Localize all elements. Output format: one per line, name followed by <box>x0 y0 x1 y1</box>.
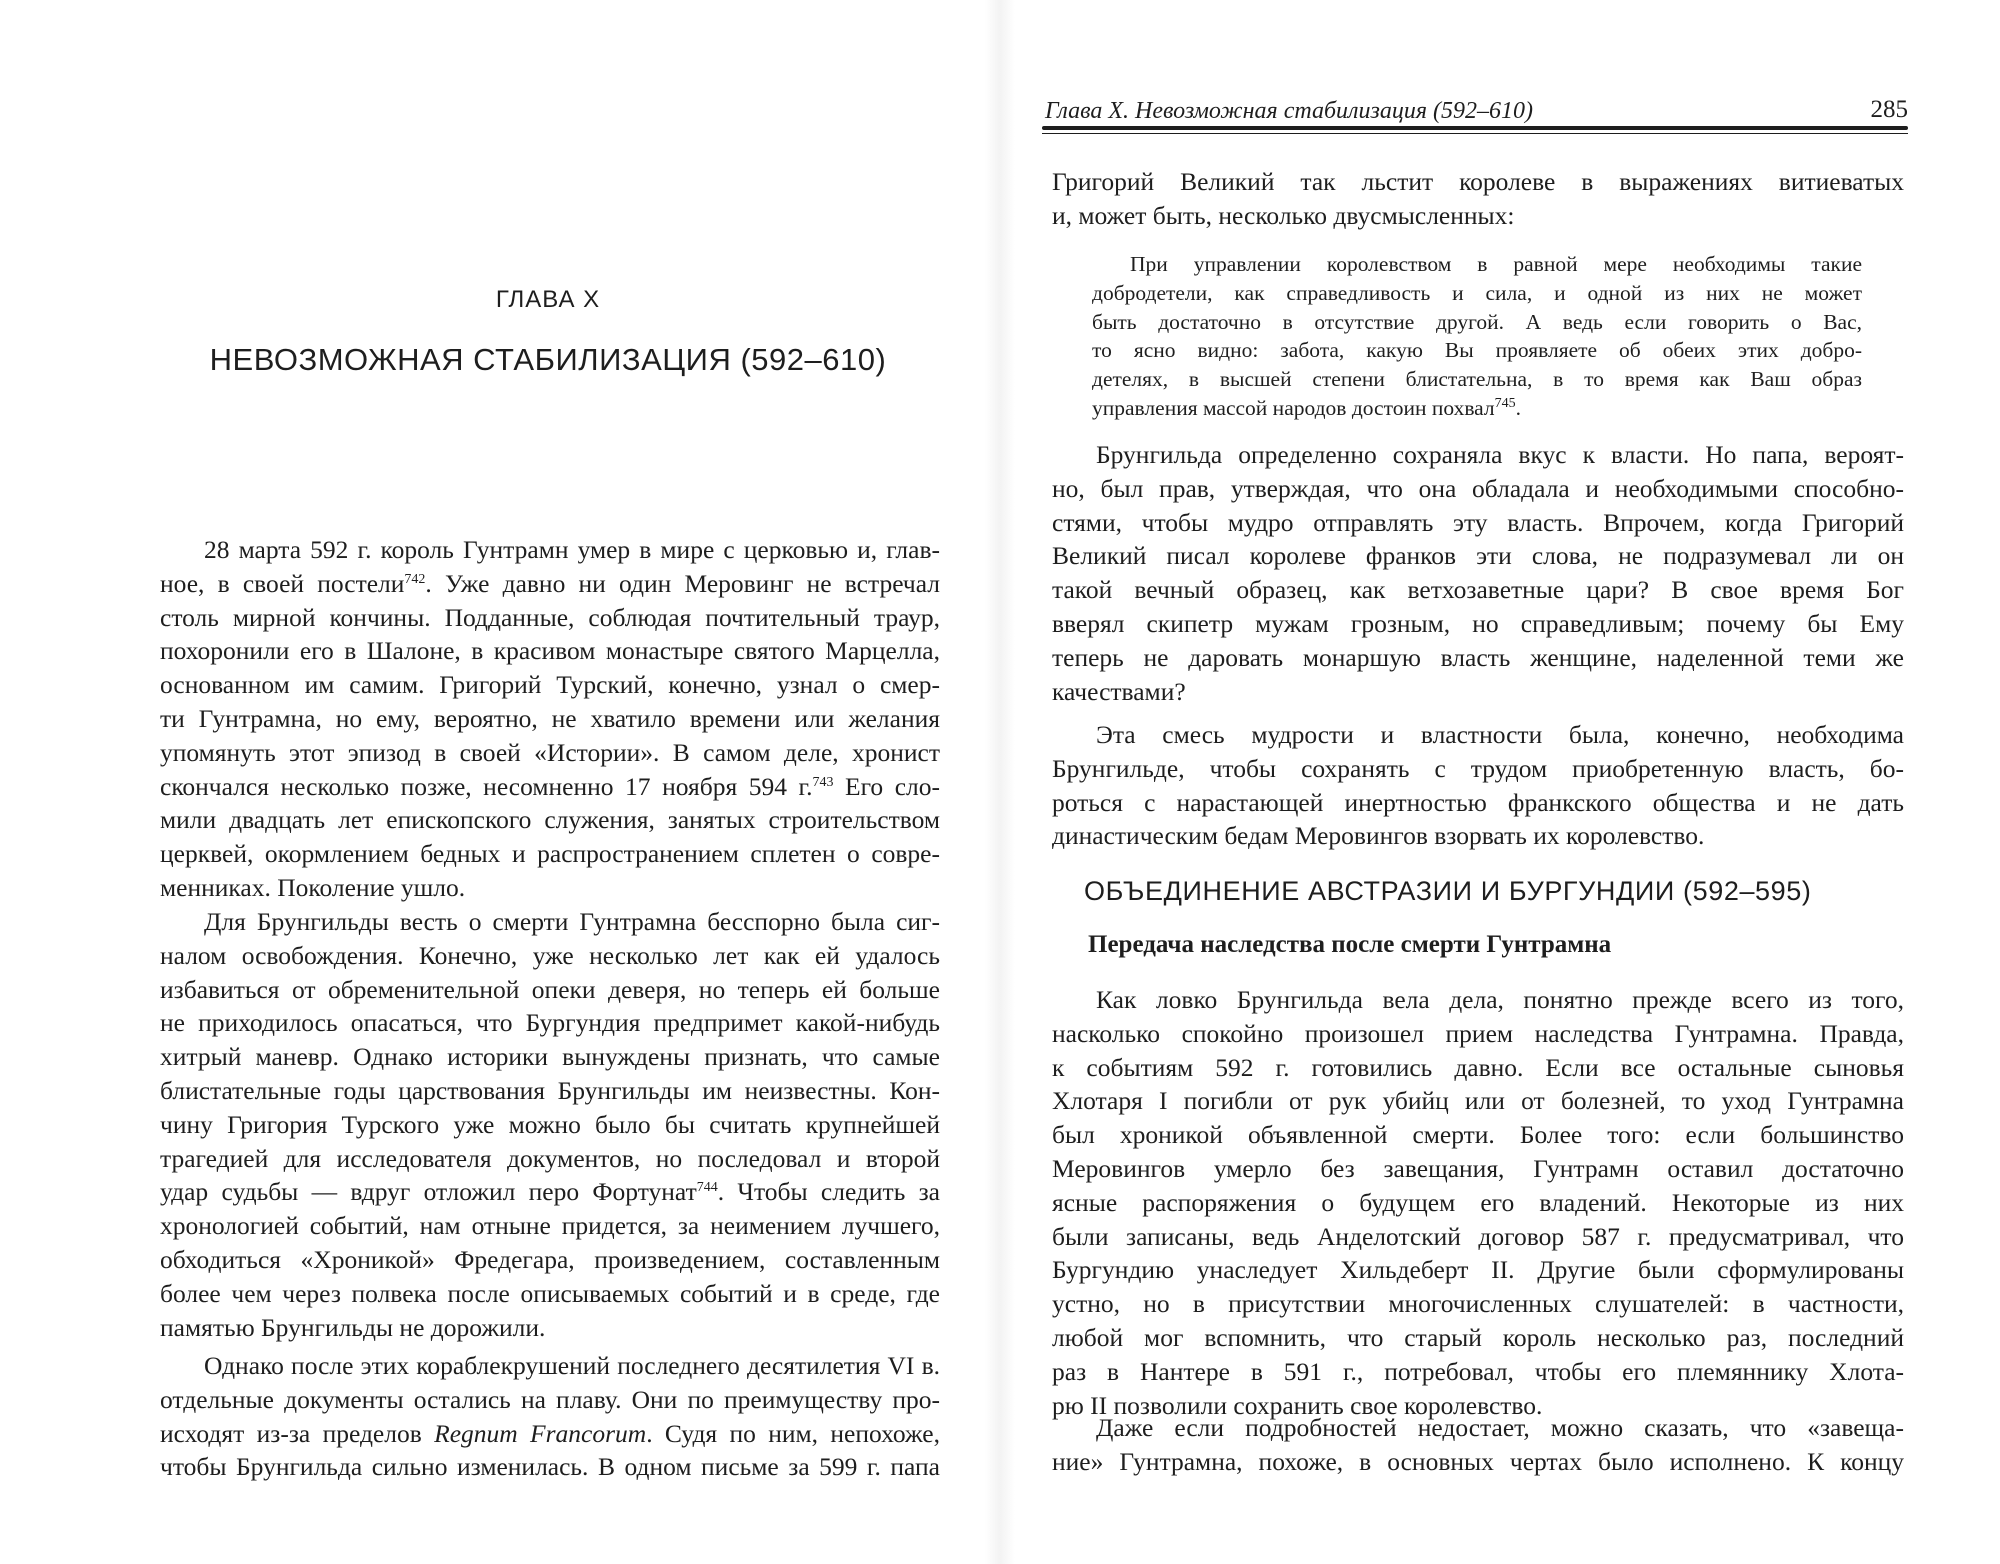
text-line: чтобы Брунгильда сильно изменилась. В одном письме за 599 г. папа <box>160 1452 940 1482</box>
text-line: отдельные документы остались на плаву. Они по преимуществу про- <box>160 1384 940 1414</box>
text-line: то ясно видно: забота, какую Вы проявляете об обеих этих добро- <box>1092 338 1862 363</box>
italic-term: Regnum Francorum <box>434 1418 647 1448</box>
text-line: вверял скипетр мужам грозным, но справедливым; почему бы Ему <box>1052 608 1904 638</box>
text-run: . <box>1515 395 1522 420</box>
text-line: Эта смесь мудрости и властности была, конечно, необходима <box>1096 720 1904 749</box>
text-line: Однако после этих кораблекрушений последнего десятилетия VI в. <box>204 1351 940 1380</box>
text-line: рю II позволили сохранить свое королевство. <box>1052 1390 1543 1420</box>
text-line <box>160 1417 940 1451</box>
text-run: . Чтобы следить за <box>717 1177 940 1207</box>
text-line: Хлотаря I погибли от рук убийц или от болезней, то уход Гунтрамна <box>1052 1086 1904 1116</box>
text-line: Григорий Великий так льстит королеве в выражениях витиеватых <box>1052 167 1904 196</box>
header-rule <box>1042 126 1908 130</box>
text-run: управления массой народов достоин похвал <box>1092 395 1495 420</box>
footnote-ref: 745 <box>1494 395 1516 411</box>
text-line: церквей, окормлением бедных и распространением сплетен о совре- <box>160 839 940 869</box>
right-page <box>1000 0 2000 1564</box>
text-line: был хроникой объявленной смерти. Более того: если большинство <box>1052 1120 1904 1150</box>
text-line: основанном им самим. Григорий Турский, конечно, узнал о смер- <box>160 670 940 700</box>
footnote-ref: 743 <box>812 774 834 790</box>
paragraph <box>1052 438 1904 708</box>
header-rule-thin <box>1042 133 1908 134</box>
text-line: налом освобождения. Конечно, уже несколько лет как ей удалось <box>160 940 940 970</box>
paragraph <box>1052 718 1904 853</box>
text-line: ти Гунтрамна, но ему, вероятно, не хватило времени или желания <box>160 703 940 733</box>
text-run: . Судя по ним, непохоже, <box>646 1418 941 1448</box>
paragraph <box>1052 1411 1904 1479</box>
text-run: удар судьбы — вдруг отложил перо Фортунат <box>160 1177 697 1207</box>
text-line: раз в Нантере в 591 г., потребовал, чтобы его племяннику Хлота- <box>1052 1356 1904 1386</box>
text-line: династическим бедам Меровингов взорвать их королевство. <box>1052 821 1705 851</box>
text-line: Даже если подробностей недостает, можно сказать, что «завеща- <box>1096 1413 1904 1442</box>
text-run: ное, в своей постели <box>160 568 405 598</box>
text-line: Как ловко Брунгильда вела дела, понятно прежде всего из того, <box>1096 985 1904 1014</box>
text-line: обходиться «Хроникой» Фредегара, произведением, составленным <box>160 1244 940 1274</box>
text-line: роться с нарастающей инертностью франкского общества и не дать <box>1052 787 1904 817</box>
paragraph <box>1052 983 1904 1422</box>
paragraph <box>1052 165 1904 233</box>
chapter-label: ГЛАВА X <box>495 286 601 313</box>
text-line: любой мог вспомнить, что старый король несколько раз, последний <box>1052 1322 1904 1352</box>
paragraph <box>160 905 940 1344</box>
text-line: чину Григория Турского уже можно было бы считать крупнейшей <box>160 1109 940 1139</box>
text-run: Его сло- <box>833 771 941 801</box>
text-line: хитрый маневр. Однако историки вынуждены признать, что самые <box>160 1042 940 1072</box>
text-line <box>1092 394 1862 423</box>
text-line: не приходилось опасаться, что Бургундия предпримет какой-нибудь <box>160 1008 940 1038</box>
running-head: Глава X. Невозможная стабилизация (592–610) <box>1045 98 1534 124</box>
chapter-title: НЕВОЗМОЖНАЯ СТАБИЛИЗАЦИЯ (592–610) <box>209 342 887 377</box>
text-line: трагедией для исследователя документов, но последовал и второй <box>160 1143 940 1173</box>
text-line: быть достаточно в отсутствие другой. А ведь если говорить о Вас, <box>1092 309 1862 334</box>
paragraph <box>160 1349 940 1484</box>
text-line: но, был прав, утверждая, что она обладала и необходимыми способно- <box>1052 473 1904 503</box>
text-run: . Уже давно ни один Меровинг не встречал <box>425 568 940 598</box>
text-line: хронологией событий, нам отныне придется, за неимением лучшего, <box>160 1211 940 1241</box>
text-line: стями, чтобы мудро отправлять эту власть. Впрочем, когда Григорий <box>1052 507 1904 537</box>
text-line: памятью Брунгильды не дорожили. <box>160 1312 546 1342</box>
text-line: и, может быть, несколько двусмысленных: <box>1052 200 1515 230</box>
text-line: к событиям 592 г. готовились давно. Если все остальные сыновья <box>1052 1052 1904 1082</box>
text-line <box>160 1175 940 1209</box>
text-line: менниках. Поколение ушло. <box>160 872 466 902</box>
text-run: скончался несколько позже, несомненно 17 ноября 594 г. <box>160 771 813 801</box>
block-quote <box>1092 250 1862 423</box>
text-line: ние» Гунтрамна, похоже, в основных чертах было исполнено. К концу <box>1052 1446 1904 1476</box>
text-line: ясные распоряжения о будущем его владений. Некоторые из них <box>1052 1187 1904 1217</box>
paragraph <box>160 533 940 905</box>
text-line: мили двадцать лет епископского служения, занятых строительством <box>160 805 940 835</box>
section-heading: ОБЪЕДИНЕНИЕ АВСТРАЗИИ И БУРГУНДИИ (592–595) <box>1084 876 1812 906</box>
text-line: более чем через полвека после описываемых событий и в среде, где <box>160 1278 940 1308</box>
text-line: такой вечный образец, как ветхозаветные цари? В свое время Бог <box>1052 575 1904 605</box>
text-line: столь мирной кончины. Подданные, соблюдая почтительный траур, <box>160 602 940 632</box>
footnote-ref: 742 <box>404 571 426 587</box>
text-line: Брунгильде, чтобы сохранять с трудом приобретенную власть, бо- <box>1052 753 1904 783</box>
text-line: блистательные годы царствования Брунгильды им неизвестны. Кон- <box>160 1075 940 1105</box>
text-line: 28 марта 592 г. король Гунтрамн умер в мире с церковью и, глав- <box>204 535 940 564</box>
text-line: устно, но в присутствии многочисленных слушателей: в частности, <box>1052 1289 1904 1319</box>
text-line: добродетели, как справедливость и сила, и одной из них не может <box>1092 280 1862 305</box>
text-line: Брунгильда определенно сохраняла вкус к власти. Но папа, вероят- <box>1096 440 1904 469</box>
text-line: упомянуть этот эпизод в своей «Истории». В самом деле, хронист <box>160 737 940 767</box>
text-line <box>160 770 940 804</box>
text-line: качествами? <box>1052 676 1186 706</box>
page-number: 285 <box>1870 96 1908 123</box>
text-run: исходят из-за пределов <box>160 1418 435 1448</box>
text-line: При управлении королевством в равной мере необходимы такие <box>1130 252 1862 276</box>
text-line: теперь не даровать монаршую власть женщине, наделенной теми же <box>1052 642 1904 672</box>
text-line: похоронили его в Шалоне, в красивом монастыре святого Марцелла, <box>160 636 940 666</box>
text-line: были записаны, ведь Анделотский договор 587 г. предусматривал, что <box>1052 1221 1904 1251</box>
text-line: Для Брунгильды весть о смерти Гунтрамна бесспорно была сиг- <box>204 907 940 936</box>
text-line: избавиться от обременительной опеки деверя, но теперь ей больше <box>160 974 940 1004</box>
text-line: Меровингов умерло без завещания, Гунтрамн оставил достаточно <box>1052 1153 1904 1183</box>
text-line <box>160 567 940 601</box>
text-line: насколько спокойно произошел прием наследства Гунтрамна. Правда, <box>1052 1018 1904 1048</box>
footnote-ref: 744 <box>696 1180 718 1196</box>
text-line: Великий писал королеве франков эти слова, не подразумевал ли он <box>1052 541 1904 571</box>
text-line: Бургундию унаследует Хильдеберт II. Другие были сформулированы <box>1052 1255 1904 1285</box>
sub-heading: Передача наследства после смерти Гунтрамна <box>1088 931 1612 958</box>
text-line: детелях, в высшей степени блистательна, в то время как Ваш образ <box>1092 367 1862 392</box>
